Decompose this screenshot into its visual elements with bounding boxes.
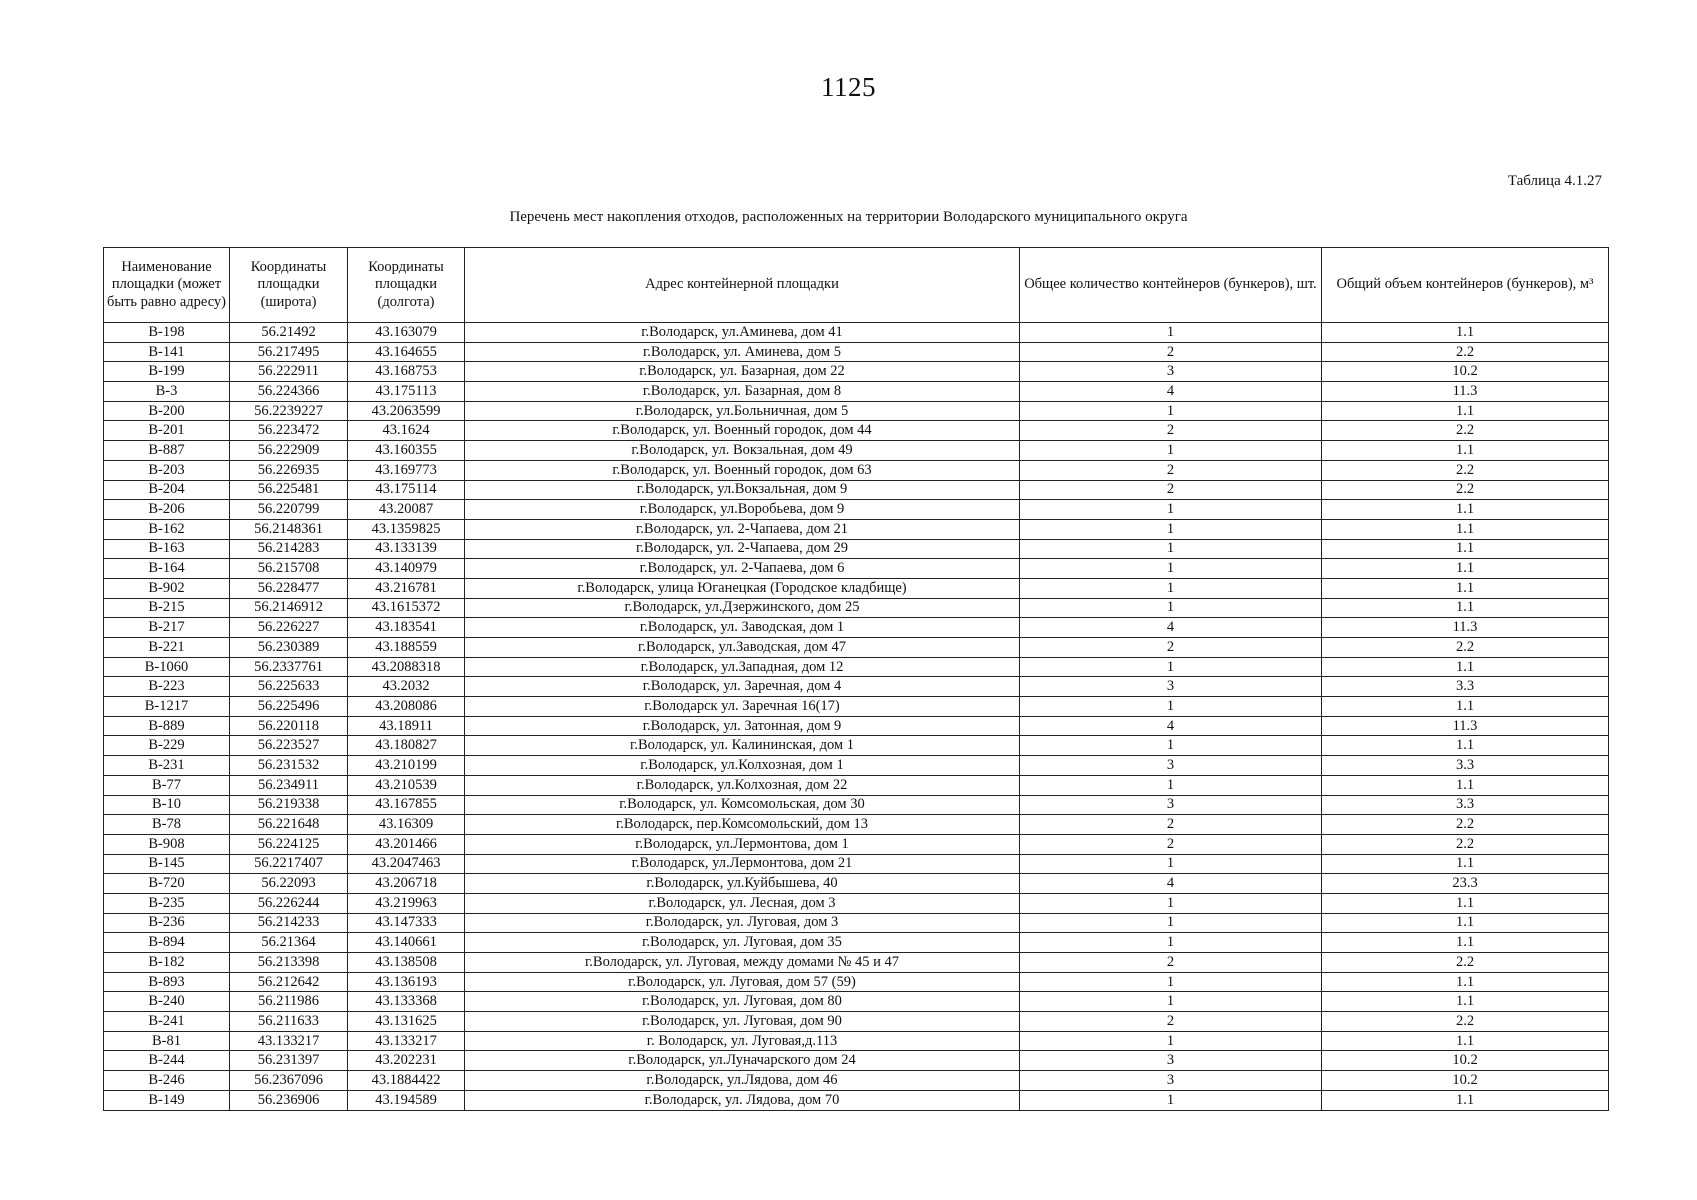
container-count-cell: 1 [1020, 775, 1322, 795]
table-row [104, 893, 1609, 913]
address-cell: г. Володарск, ул. Луговая,д.113 [465, 1031, 1020, 1051]
container-volume-cell: 2.2 [1322, 460, 1609, 480]
longitude-cell: 43.164655 [348, 342, 465, 362]
address-cell: г.Володарск, ул. Луговая, между домами № 45 и 47 [465, 953, 1020, 973]
container-count-cell: 1 [1020, 913, 1322, 933]
site-name-cell: В-77 [104, 775, 230, 795]
longitude-cell: 43.133217 [348, 1031, 465, 1051]
site-name-cell: В-887 [104, 441, 230, 461]
column-header-site-name: Наименование площадки (может быть равно адресу) [104, 248, 230, 323]
longitude-cell: 43.18911 [348, 716, 465, 736]
site-name-cell: В-164 [104, 559, 230, 579]
table-row [104, 500, 1609, 520]
table-row [104, 559, 1609, 579]
site-name-cell: В-201 [104, 421, 230, 441]
table-row [104, 854, 1609, 874]
longitude-cell: 43.1884422 [348, 1071, 465, 1091]
table-row [104, 618, 1609, 638]
longitude-cell: 43.1624 [348, 421, 465, 441]
table-row [104, 1031, 1609, 1051]
address-cell: г.Володарск, улица Юганецкая (Городское кладбище) [465, 578, 1020, 598]
site-name-cell: В-204 [104, 480, 230, 500]
container-volume-cell: 2.2 [1322, 815, 1609, 835]
address-cell: г.Володарск, ул.Воробьева, дом 9 [465, 500, 1020, 520]
latitude-cell: 56.226935 [230, 460, 348, 480]
address-cell: г.Володарск, ул. Луговая, дом 80 [465, 992, 1020, 1012]
address-cell: г.Володарск, ул.Колхозная, дом 1 [465, 756, 1020, 776]
container-volume-cell: 1.1 [1322, 854, 1609, 874]
site-name-cell: В-1217 [104, 697, 230, 717]
column-header-container-volume: Общий объем контейнеров (бункеров), м³ [1322, 248, 1609, 323]
address-cell: г.Володарск, ул. 2-Чапаева, дом 29 [465, 539, 1020, 559]
latitude-cell: 56.225496 [230, 697, 348, 717]
container-volume-cell: 23.3 [1322, 874, 1609, 894]
latitude-cell: 56.214283 [230, 539, 348, 559]
container-count-cell: 1 [1020, 559, 1322, 579]
longitude-cell: 43.208086 [348, 697, 465, 717]
site-name-cell: В-223 [104, 677, 230, 697]
container-volume-cell: 3.3 [1322, 756, 1609, 776]
table-header-row [104, 248, 1609, 323]
latitude-cell: 43.133217 [230, 1031, 348, 1051]
latitude-cell: 56.2217407 [230, 854, 348, 874]
latitude-cell: 56.211633 [230, 1012, 348, 1032]
latitude-cell: 56.224366 [230, 382, 348, 402]
table-row [104, 1012, 1609, 1032]
address-cell: г.Володарск, ул. Заречная, дом 4 [465, 677, 1020, 697]
latitude-cell: 56.226244 [230, 893, 348, 913]
table-row [104, 1051, 1609, 1071]
table-row [104, 913, 1609, 933]
table-row [104, 421, 1609, 441]
table-row [104, 933, 1609, 953]
longitude-cell: 43.133368 [348, 992, 465, 1012]
column-header-longitude: Координаты площадки (долгота) [348, 248, 465, 323]
site-name-cell: В-141 [104, 342, 230, 362]
latitude-cell: 56.213398 [230, 953, 348, 973]
site-name-cell: В-203 [104, 460, 230, 480]
latitude-cell: 56.228477 [230, 578, 348, 598]
address-cell: г.Володарск, ул.Лермонтова, дом 1 [465, 834, 1020, 854]
address-cell: г.Володарск, ул. Лесная, дом 3 [465, 893, 1020, 913]
table-row [104, 775, 1609, 795]
address-cell: г.Володарск, ул. Военный городок, дом 44 [465, 421, 1020, 441]
address-cell: г.Володарск, ул. Комсомольская, дом 30 [465, 795, 1020, 815]
table-id: Таблица 4.1.27 [1507, 173, 1602, 189]
table-row [104, 972, 1609, 992]
site-name-cell: В-78 [104, 815, 230, 835]
table-row [104, 815, 1609, 835]
table-row [104, 362, 1609, 382]
container-count-cell: 3 [1020, 362, 1322, 382]
address-cell: г.Володарск, ул.Куйбышева, 40 [465, 874, 1020, 894]
container-count-cell: 1 [1020, 854, 1322, 874]
longitude-cell: 43.163079 [348, 323, 465, 343]
container-count-cell: 3 [1020, 795, 1322, 815]
site-name-cell: В-902 [104, 578, 230, 598]
table-row [104, 736, 1609, 756]
site-name-cell: В-198 [104, 323, 230, 343]
longitude-cell: 43.188559 [348, 638, 465, 658]
container-volume-cell: 11.3 [1322, 382, 1609, 402]
container-volume-cell: 1.1 [1322, 933, 1609, 953]
site-name-cell: В-206 [104, 500, 230, 520]
address-cell: г.Володарск, ул. Военный городок, дом 63 [465, 460, 1020, 480]
address-cell: г.Володарск, ул. Базарная, дом 8 [465, 382, 1020, 402]
container-volume-cell: 1.1 [1322, 500, 1609, 520]
site-name-cell: В-162 [104, 519, 230, 539]
container-count-cell: 3 [1020, 756, 1322, 776]
site-name-cell: В-236 [104, 913, 230, 933]
site-name-cell: В-199 [104, 362, 230, 382]
table-row [104, 795, 1609, 815]
site-name-cell: В-145 [104, 854, 230, 874]
container-volume-cell: 1.1 [1322, 559, 1609, 579]
container-count-cell: 1 [1020, 933, 1322, 953]
container-count-cell: 3 [1020, 1071, 1322, 1091]
container-count-cell: 1 [1020, 1090, 1322, 1110]
container-count-cell: 2 [1020, 460, 1322, 480]
table-row [104, 1090, 1609, 1110]
table-row [104, 401, 1609, 421]
address-cell: г.Володарск, ул. Луговая, дом 57 (59) [465, 972, 1020, 992]
site-name-cell: В-215 [104, 598, 230, 618]
address-cell: г.Володарск, ул. 2-Чапаева, дом 6 [465, 559, 1020, 579]
site-name-cell: В-720 [104, 874, 230, 894]
table-row [104, 578, 1609, 598]
longitude-cell: 43.138508 [348, 953, 465, 973]
table-row [104, 992, 1609, 1012]
latitude-cell: 56.2239227 [230, 401, 348, 421]
longitude-cell: 43.16309 [348, 815, 465, 835]
column-header-container-count: Общее количество контейнеров (бункеров), шт. [1020, 248, 1322, 323]
container-count-cell: 1 [1020, 323, 1322, 343]
site-name-cell: В-200 [104, 401, 230, 421]
latitude-cell: 56.222911 [230, 362, 348, 382]
latitude-cell: 56.221648 [230, 815, 348, 835]
longitude-cell: 43.20087 [348, 500, 465, 520]
container-count-cell: 1 [1020, 519, 1322, 539]
site-name-cell: В-217 [104, 618, 230, 638]
site-name-cell: В-182 [104, 953, 230, 973]
latitude-cell: 56.219338 [230, 795, 348, 815]
latitude-cell: 56.212642 [230, 972, 348, 992]
container-volume-cell: 1.1 [1322, 697, 1609, 717]
container-volume-cell: 11.3 [1322, 716, 1609, 736]
address-cell: г.Володарск, ул.Лермонтова, дом 21 [465, 854, 1020, 874]
container-volume-cell: 1.1 [1322, 598, 1609, 618]
address-cell: г.Володарск ул. Заречная 16(17) [465, 697, 1020, 717]
table-row [104, 677, 1609, 697]
address-cell: г.Володарск, ул. Луговая, дом 3 [465, 913, 1020, 933]
longitude-cell: 43.131625 [348, 1012, 465, 1032]
address-cell: г.Володарск, ул.Колхозная, дом 22 [465, 775, 1020, 795]
container-count-cell: 1 [1020, 441, 1322, 461]
site-name-cell: В-889 [104, 716, 230, 736]
table-row [104, 441, 1609, 461]
container-volume-cell: 1.1 [1322, 775, 1609, 795]
address-cell: г.Володарск, ул. Затонная, дом 9 [465, 716, 1020, 736]
address-cell: г.Володарск, ул.Луначарского дом 24 [465, 1051, 1020, 1071]
address-cell: г.Володарск, пер.Комсомольский, дом 13 [465, 815, 1020, 835]
site-name-cell: В-244 [104, 1051, 230, 1071]
longitude-cell: 43.2032 [348, 677, 465, 697]
container-count-cell: 1 [1020, 992, 1322, 1012]
site-name-cell: В-908 [104, 834, 230, 854]
address-cell: г.Володарск, ул. Заводская, дом 1 [465, 618, 1020, 638]
latitude-cell: 56.234911 [230, 775, 348, 795]
container-count-cell: 2 [1020, 480, 1322, 500]
table-row [104, 342, 1609, 362]
container-volume-cell: 10.2 [1322, 1071, 1609, 1091]
container-count-cell: 4 [1020, 874, 1322, 894]
longitude-cell: 43.147333 [348, 913, 465, 933]
longitude-cell: 43.160355 [348, 441, 465, 461]
container-count-cell: 1 [1020, 500, 1322, 520]
container-volume-cell: 3.3 [1322, 795, 1609, 815]
latitude-cell: 56.2337761 [230, 657, 348, 677]
site-name-cell: В-149 [104, 1090, 230, 1110]
container-volume-cell: 1.1 [1322, 893, 1609, 913]
site-name-cell: В-229 [104, 736, 230, 756]
container-count-cell: 1 [1020, 736, 1322, 756]
longitude-cell: 43.175113 [348, 382, 465, 402]
site-name-cell: В-10 [104, 795, 230, 815]
container-count-cell: 1 [1020, 1031, 1322, 1051]
longitude-cell: 43.206718 [348, 874, 465, 894]
latitude-cell: 56.223472 [230, 421, 348, 441]
address-cell: г.Володарск, ул.Лядова, дом 46 [465, 1071, 1020, 1091]
latitude-cell: 56.217495 [230, 342, 348, 362]
container-count-cell: 1 [1020, 893, 1322, 913]
longitude-cell: 43.136193 [348, 972, 465, 992]
table-row [104, 834, 1609, 854]
address-cell: г.Володарск, ул. 2-Чапаева, дом 21 [465, 519, 1020, 539]
container-volume-cell: 2.2 [1322, 421, 1609, 441]
container-volume-cell: 1.1 [1322, 578, 1609, 598]
table-row [104, 539, 1609, 559]
site-name-cell: В-240 [104, 992, 230, 1012]
container-volume-cell: 11.3 [1322, 618, 1609, 638]
latitude-cell: 56.21492 [230, 323, 348, 343]
longitude-cell: 43.2047463 [348, 854, 465, 874]
address-cell: г.Володарск, ул.Вокзальная, дом 9 [465, 480, 1020, 500]
longitude-cell: 43.216781 [348, 578, 465, 598]
container-volume-cell: 1.1 [1322, 972, 1609, 992]
site-name-cell: В-894 [104, 933, 230, 953]
address-cell: г.Володарск, ул. Вокзальная, дом 49 [465, 441, 1020, 461]
address-cell: г.Володарск, ул. Калининская, дом 1 [465, 736, 1020, 756]
table-row [104, 598, 1609, 618]
site-name-cell: В-163 [104, 539, 230, 559]
longitude-cell: 43.1615372 [348, 598, 465, 618]
container-count-cell: 4 [1020, 618, 1322, 638]
address-cell: г.Володарск, ул.Аминева, дом 41 [465, 323, 1020, 343]
latitude-cell: 56.226227 [230, 618, 348, 638]
longitude-cell: 43.2088318 [348, 657, 465, 677]
container-count-cell: 3 [1020, 1051, 1322, 1071]
address-cell: г.Володарск, ул. Аминева, дом 5 [465, 342, 1020, 362]
address-cell: г.Володарск, ул.Дзержинского, дом 25 [465, 598, 1020, 618]
latitude-cell: 56.230389 [230, 638, 348, 658]
longitude-cell: 43.133139 [348, 539, 465, 559]
latitude-cell: 56.21364 [230, 933, 348, 953]
table-row [104, 460, 1609, 480]
longitude-cell: 43.1359825 [348, 519, 465, 539]
table-title: Перечень мест накопления отходов, расположенных на территории Володарского муниципального округа [509, 209, 1188, 225]
latitude-cell: 56.2148361 [230, 519, 348, 539]
longitude-cell: 43.201466 [348, 834, 465, 854]
longitude-cell: 43.175114 [348, 480, 465, 500]
latitude-cell: 56.231397 [230, 1051, 348, 1071]
container-count-cell: 2 [1020, 342, 1322, 362]
container-count-cell: 4 [1020, 382, 1322, 402]
container-count-cell: 1 [1020, 972, 1322, 992]
latitude-cell: 56.222909 [230, 441, 348, 461]
container-count-cell: 2 [1020, 421, 1322, 441]
table-row [104, 1071, 1609, 1091]
table-row [104, 323, 1609, 343]
address-cell: г.Володарск, ул.Больничная, дом 5 [465, 401, 1020, 421]
container-volume-cell: 1.1 [1322, 657, 1609, 677]
latitude-cell: 56.225481 [230, 480, 348, 500]
latitude-cell: 56.224125 [230, 834, 348, 854]
site-name-cell: В-1060 [104, 657, 230, 677]
page-number: 1125 [821, 72, 876, 102]
container-count-cell: 1 [1020, 598, 1322, 618]
container-count-cell: 1 [1020, 539, 1322, 559]
container-count-cell: 1 [1020, 401, 1322, 421]
container-count-cell: 3 [1020, 677, 1322, 697]
latitude-cell: 56.2146912 [230, 598, 348, 618]
latitude-cell: 56.225633 [230, 677, 348, 697]
address-cell: г.Володарск, ул. Луговая, дом 35 [465, 933, 1020, 953]
container-count-cell: 2 [1020, 1012, 1322, 1032]
site-name-cell: В-81 [104, 1031, 230, 1051]
container-count-cell: 2 [1020, 834, 1322, 854]
table-row [104, 953, 1609, 973]
container-volume-cell: 1.1 [1322, 913, 1609, 933]
longitude-cell: 43.219963 [348, 893, 465, 913]
table-body [104, 323, 1609, 1111]
table-row [104, 638, 1609, 658]
site-name-cell: В-221 [104, 638, 230, 658]
container-volume-cell: 1.1 [1322, 1031, 1609, 1051]
address-cell: г.Володарск, ул.Заводская, дом 47 [465, 638, 1020, 658]
latitude-cell: 56.215708 [230, 559, 348, 579]
container-volume-cell: 10.2 [1322, 1051, 1609, 1071]
address-cell: г.Володарск, ул. Лядова, дом 70 [465, 1090, 1020, 1110]
site-name-cell: В-246 [104, 1071, 230, 1091]
site-name-cell: В-231 [104, 756, 230, 776]
latitude-cell: 56.2367096 [230, 1071, 348, 1091]
address-cell: г.Володарск, ул. Луговая, дом 90 [465, 1012, 1020, 1032]
container-volume-cell: 1.1 [1322, 1090, 1609, 1110]
longitude-cell: 43.167855 [348, 795, 465, 815]
address-cell: г.Володарск, ул.Западная, дом 12 [465, 657, 1020, 677]
container-volume-cell: 2.2 [1322, 1012, 1609, 1032]
container-volume-cell: 1.1 [1322, 323, 1609, 343]
container-count-cell: 4 [1020, 716, 1322, 736]
table-row [104, 657, 1609, 677]
latitude-cell: 56.231532 [230, 756, 348, 776]
latitude-cell: 56.211986 [230, 992, 348, 1012]
latitude-cell: 56.220799 [230, 500, 348, 520]
container-count-cell: 2 [1020, 815, 1322, 835]
longitude-cell: 43.169773 [348, 460, 465, 480]
latitude-cell: 56.223527 [230, 736, 348, 756]
container-count-cell: 1 [1020, 657, 1322, 677]
longitude-cell: 43.194589 [348, 1090, 465, 1110]
longitude-cell: 43.2063599 [348, 401, 465, 421]
site-name-cell: В-241 [104, 1012, 230, 1032]
longitude-cell: 43.210199 [348, 756, 465, 776]
container-count-cell: 2 [1020, 953, 1322, 973]
container-volume-cell: 1.1 [1322, 401, 1609, 421]
container-count-cell: 1 [1020, 697, 1322, 717]
longitude-cell: 43.183541 [348, 618, 465, 638]
table-row [104, 382, 1609, 402]
address-cell: г.Володарск, ул. Базарная, дом 22 [465, 362, 1020, 382]
container-volume-cell: 1.1 [1322, 539, 1609, 559]
container-volume-cell: 2.2 [1322, 342, 1609, 362]
latitude-cell: 56.214233 [230, 913, 348, 933]
container-volume-cell: 1.1 [1322, 736, 1609, 756]
column-header-latitude: Координаты площадки (широта) [230, 248, 348, 323]
site-name-cell: В-235 [104, 893, 230, 913]
table-row [104, 519, 1609, 539]
container-volume-cell: 2.2 [1322, 638, 1609, 658]
table-row [104, 697, 1609, 717]
site-name-cell: В-3 [104, 382, 230, 402]
longitude-cell: 43.140661 [348, 933, 465, 953]
container-count-cell: 1 [1020, 578, 1322, 598]
waste-sites-table [103, 247, 1609, 1111]
site-name-cell: В-893 [104, 972, 230, 992]
container-count-cell: 2 [1020, 638, 1322, 658]
container-volume-cell: 3.3 [1322, 677, 1609, 697]
container-volume-cell: 2.2 [1322, 834, 1609, 854]
container-volume-cell: 1.1 [1322, 992, 1609, 1012]
longitude-cell: 43.180827 [348, 736, 465, 756]
longitude-cell: 43.168753 [348, 362, 465, 382]
latitude-cell: 56.236906 [230, 1090, 348, 1110]
container-volume-cell: 1.1 [1322, 441, 1609, 461]
container-volume-cell: 2.2 [1322, 953, 1609, 973]
table-row [104, 480, 1609, 500]
latitude-cell: 56.220118 [230, 716, 348, 736]
longitude-cell: 43.202231 [348, 1051, 465, 1071]
longitude-cell: 43.210539 [348, 775, 465, 795]
column-header-address: Адрес контейнерной площадки [465, 248, 1020, 323]
table-row [104, 874, 1609, 894]
longitude-cell: 43.140979 [348, 559, 465, 579]
latitude-cell: 56.22093 [230, 874, 348, 894]
container-volume-cell: 2.2 [1322, 480, 1609, 500]
table-row [104, 716, 1609, 736]
table-row [104, 756, 1609, 776]
container-volume-cell: 1.1 [1322, 519, 1609, 539]
container-volume-cell: 10.2 [1322, 362, 1609, 382]
